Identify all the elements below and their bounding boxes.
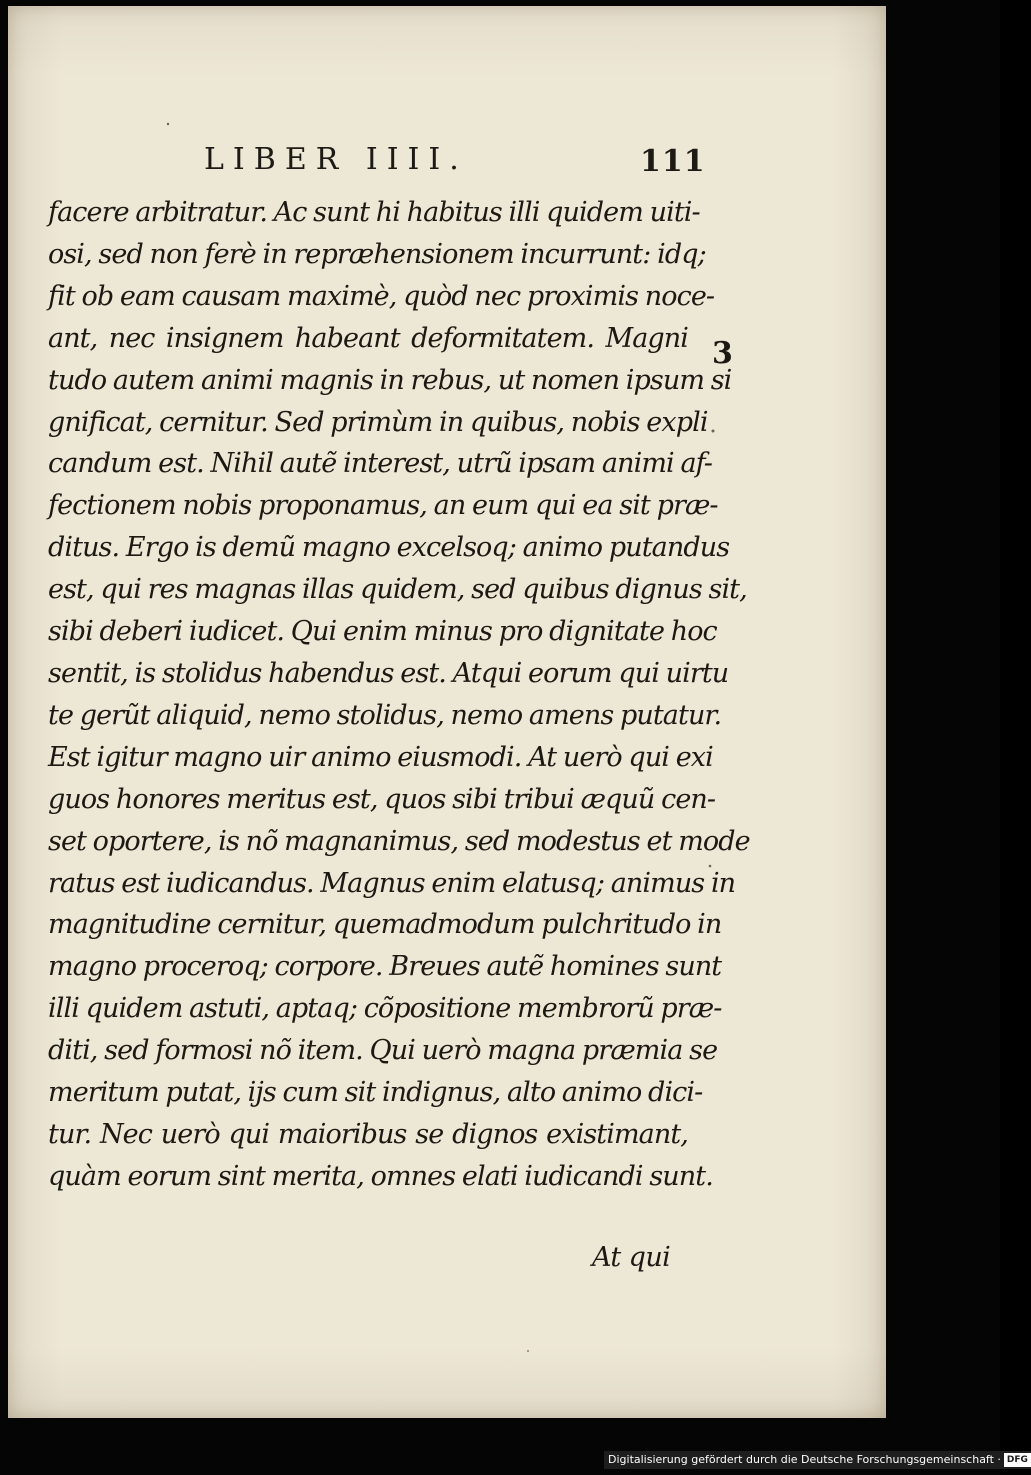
text-line: gnificat, cernitur. Sed primùm in quibus, nobis expli: [48, 406, 708, 438]
page-number: 111: [640, 144, 706, 179]
body-text: [48, 192, 750, 1198]
text-line: set oportere, is nõ magnanimus, sed modestus et mode: [48, 825, 750, 857]
text-line: ant, nec insignem habeant deformitatem. Magni: [48, 322, 688, 354]
text-line: ratus est iudicandus. Magnus enim elatusq; animus in: [48, 867, 736, 899]
book-page: [8, 6, 886, 1418]
text-line: tur. Nec uerò qui maioribus se dignos existimant,: [48, 1118, 688, 1150]
dfg-logo: DFG: [1004, 1453, 1031, 1467]
text-line: illi quidem astuti, aptaq; cõpositione membrorũ præ-: [48, 993, 722, 1025]
text-line: tudo autem animi magnis in rebus, ut nomen ipsum si: [48, 364, 732, 396]
funding-credit-bar: [604, 1451, 1031, 1469]
text-line: est, qui res magnas illas quidem, sed quibus dignus sit,: [48, 574, 747, 606]
text-line: magno proceroq; corpore. Breues autẽ homines sunt: [48, 951, 722, 983]
text-line: candum est. Nihil autẽ interest, utrũ ipsam animi af-: [48, 448, 712, 480]
text-line: Est igitur magno uir animo eiusmodi. At uerò qui exi: [48, 741, 713, 773]
text-line: ditus. Ergo is demũ magno excelsoq; animo putandus: [48, 532, 730, 564]
text-line: facere arbitratur. Ac sunt hi habitus illi quidem uiti-: [48, 197, 700, 228]
text-line: magnitudine cernitur, quemadmodum pulchritudo in: [48, 909, 722, 941]
text-line: fit ob eam causam maximè, quòd nec proximis noce-: [48, 280, 715, 312]
text-line: te gerũt aliquid, nemo stolidus, nemo amens putatur.: [48, 699, 722, 731]
text-line: fectionem nobis proponamus, an eum qui ea sit præ-: [48, 490, 718, 522]
page-header: [8, 142, 886, 186]
running-head: LIBER IIII.: [204, 142, 468, 177]
text-line: diti, sed formosi nõ item. Qui uerò magna præmia se: [48, 1035, 718, 1067]
text-line: osi, sed non ferè in repræhensionem incurrunt: idq;: [48, 238, 706, 270]
funding-credit-text: Digitalisierung gefördert durch die Deutsche Forschungsgemeinschaft ·: [608, 1453, 1001, 1466]
text-line: meritum putat, ijs cum sit indignus, alto animo dici-: [48, 1077, 703, 1109]
text-line: sibi deberi iudicet. Qui enim minus pro dignitate hoc: [48, 616, 717, 648]
margin-mark: 3: [712, 336, 733, 371]
catchword: At qui: [592, 1242, 671, 1273]
text-line: guos honores meritus est, quos sibi tribui æquũ cen-: [48, 783, 716, 815]
text-line: quàm eorum sint merita, omnes elati iudicandi sunt.: [48, 1160, 713, 1192]
text-line: sentit, is stolidus habendus est. Atqui eorum qui uirtu: [48, 657, 729, 689]
